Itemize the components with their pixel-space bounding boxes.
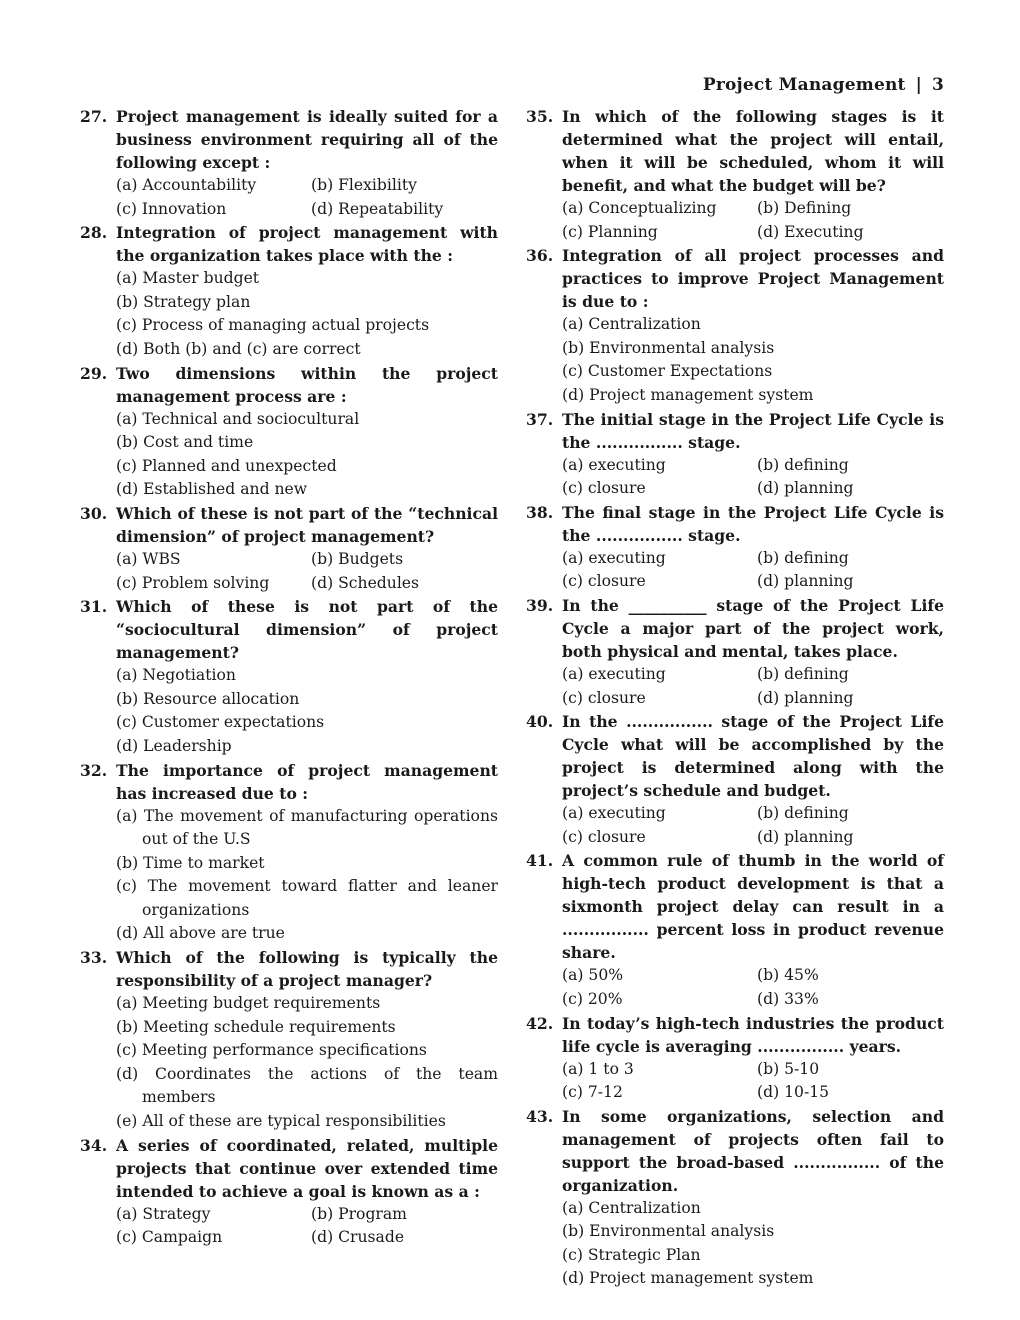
- question-number: 42.: [526, 1013, 554, 1033]
- answer-option: (b) 45%: [757, 966, 819, 985]
- header-title: Project Management: [702, 75, 906, 95]
- question-number: 39.: [526, 595, 554, 615]
- question-text: The final stage in the Project Life Cycle is the ................ stage.: [562, 502, 944, 545]
- answer-option: (a) executing: [562, 548, 666, 567]
- question-28: [80, 221, 498, 361]
- answer-option: (b) 5-10: [757, 1059, 820, 1078]
- answer-options: [562, 964, 944, 1011]
- question-text: The importance of project management has increased due to :: [116, 760, 498, 803]
- answer-option: (d) Both (b) and (c) are correct: [116, 339, 361, 358]
- question-33: [80, 946, 498, 1134]
- answer-option: (b) Budgets: [311, 549, 404, 568]
- answer-option: (a) Centralization: [562, 1198, 701, 1217]
- answer-option: (a) Technical and sociocultural: [116, 409, 360, 428]
- question-stem: [80, 595, 498, 664]
- answer-option: (c) Customer Expectations: [562, 362, 773, 381]
- question-number: 36.: [526, 246, 554, 266]
- answer-option: (a) executing: [562, 804, 666, 823]
- question-text: Integration of all project processes and practices to improve Project Management is due to :: [562, 246, 944, 312]
- answer-options: [562, 1197, 944, 1291]
- question-text: A common rule of thumb in the world of high-tech product development is that a sixmonth project delay can result in a ................ percent loss in product revenue share.: [562, 851, 944, 963]
- answer-option: (b) Meeting schedule requirements: [116, 1017, 396, 1036]
- answer-option: (d) Project management system: [562, 1269, 814, 1288]
- answer-option: (c) closure: [562, 688, 646, 707]
- question-number: 28.: [80, 223, 108, 243]
- question-number: 38.: [526, 502, 554, 522]
- question-38: [526, 501, 944, 594]
- answer-option: (d) Coordinates the actions of the team members: [116, 1064, 498, 1107]
- answer-option: (c) Process of managing actual projects: [116, 316, 430, 335]
- answer-options: [562, 197, 944, 244]
- answer-options: [562, 1058, 944, 1105]
- answer-option: (b) Cost and time: [116, 433, 254, 452]
- answer-option: (c) 7-12: [562, 1083, 623, 1102]
- answer-option: (c) Meeting performance specifications: [116, 1041, 427, 1060]
- answer-options: [116, 1203, 498, 1250]
- answer-option: (d) Schedules: [311, 573, 420, 592]
- question-number: 35.: [526, 107, 554, 126]
- answer-option: (b) Defining: [757, 199, 852, 217]
- question-number: 29.: [80, 363, 108, 383]
- question-text: In the __________ stage of the Project Life Cycle a major part of the project work, both physical and mental, takes place.: [562, 595, 944, 661]
- answer-option: (a) executing: [562, 455, 666, 474]
- answer-option: (d) All above are true: [116, 924, 285, 943]
- question-number: 41.: [526, 851, 554, 871]
- answer-option: (c) Campaign: [116, 1228, 223, 1247]
- question-stem: [526, 105, 944, 197]
- answer-option: (c) Strategic Plan: [562, 1245, 701, 1264]
- question-text: Integration of project management with the organization takes place with the :: [116, 223, 498, 266]
- answer-option: (b) defining: [757, 455, 849, 474]
- answer-options: [116, 548, 498, 595]
- answer-option: (c) 20%: [562, 989, 623, 1008]
- answer-options: [116, 408, 498, 502]
- answer-options: [562, 454, 944, 501]
- question-43: [526, 1105, 944, 1291]
- question-stem: [526, 244, 944, 313]
- question-stem: [80, 221, 498, 267]
- question-stem: [526, 849, 944, 964]
- answer-option: (d) Leadership: [116, 736, 232, 755]
- question-35: [526, 105, 944, 244]
- question-text: Which of the following is typically the responsibility of a project manager?: [116, 948, 498, 991]
- question-text: In which of the following stages is it determined what the project will entail, when it will be scheduled, whom it will benefit, and what the budget will be?: [562, 107, 944, 195]
- page-header: [703, 75, 944, 95]
- answer-option: (a) WBS: [116, 549, 181, 568]
- question-41: [526, 849, 944, 1011]
- question-stem: [526, 1105, 944, 1197]
- answer-option: (b) defining: [757, 804, 849, 823]
- answer-option: (d) Project management system: [562, 385, 814, 404]
- question-36: [526, 244, 944, 407]
- question-number: 34.: [80, 1135, 108, 1155]
- answer-option: (a) Conceptualizing: [562, 199, 717, 217]
- question-stem: [80, 502, 498, 548]
- answer-option: (d) planning: [757, 572, 854, 591]
- question-number: 40.: [526, 712, 554, 732]
- answer-option: (c) Innovation: [116, 199, 227, 218]
- answer-option: (b) Time to market: [116, 853, 265, 872]
- answer-option: (c) Customer expectations: [116, 713, 325, 732]
- question-stem: [80, 362, 498, 408]
- answer-option: (a) Master budget: [116, 269, 260, 288]
- answer-option: (c) Planned and unexpected: [116, 456, 337, 475]
- question-text: Project management is ideally suited for a business environment requiring all of the following except :: [116, 107, 498, 172]
- question-text: The initial stage in the Project Life Cycle is the ................ stage.: [562, 409, 944, 452]
- question-number: 37.: [526, 409, 554, 429]
- answer-option: (d) 10-15: [757, 1083, 830, 1102]
- question-stem: [526, 501, 944, 547]
- answer-option: (d) Crusade: [311, 1228, 405, 1247]
- answer-options: [116, 267, 498, 361]
- answer-option: (b) defining: [757, 664, 849, 683]
- question-stem: [526, 594, 944, 663]
- answer-option: (a) 1 to 3: [562, 1059, 634, 1078]
- question-number: 32.: [80, 760, 108, 780]
- answer-options: [562, 547, 944, 594]
- question-stem: [80, 105, 498, 174]
- answer-option: (c) closure: [562, 827, 646, 846]
- answer-option: (b) Environmental analysis: [562, 338, 775, 357]
- answer-option: (a) The movement of manufacturing operations out of the U.S: [116, 806, 498, 849]
- answer-option: (c) closure: [562, 479, 646, 498]
- answer-options: [116, 664, 498, 758]
- question-42: [526, 1012, 944, 1105]
- question-number: 27.: [80, 107, 108, 126]
- answer-option: (d) Repeatability: [311, 199, 444, 218]
- question-34: [80, 1134, 498, 1250]
- answer-option: (a) Centralization: [562, 315, 701, 334]
- answer-option: (d) planning: [757, 479, 854, 498]
- question-text: Two dimensions within the project management process are :: [116, 363, 498, 406]
- question-text: In today’s high-tech industries the product life cycle is averaging ................ years.: [562, 1013, 944, 1056]
- question-text: Which of these is not part of the “sociocultural dimension” of project management?: [116, 597, 498, 663]
- question-31: [80, 595, 498, 758]
- answer-option: (a) Strategy: [116, 1204, 211, 1223]
- answer-option: (b) Strategy plan: [116, 292, 251, 311]
- answer-options: [116, 805, 498, 947]
- header-separator: |: [915, 75, 922, 95]
- question-37: [526, 408, 944, 501]
- answer-options: [562, 802, 944, 849]
- answer-option: (a) Meeting budget requirements: [116, 994, 381, 1013]
- question-number: 31.: [80, 597, 108, 617]
- question-stem: [80, 1134, 498, 1203]
- answer-option: (a) Accountability: [116, 176, 257, 194]
- question-text: A series of coordinated, related, multiple projects that continue over extended time intended to achieve a goal is known as a :: [116, 1135, 498, 1201]
- answer-option: (c) Planning: [562, 222, 658, 241]
- question-stem: [526, 408, 944, 454]
- answer-option: (a) 50%: [562, 966, 624, 985]
- answer-option: (d) Established and new: [116, 480, 308, 499]
- question-stem: [80, 946, 498, 992]
- question-40: [526, 710, 944, 849]
- question-stem: [526, 710, 944, 802]
- page-number: 3: [931, 75, 944, 95]
- question-27: [80, 105, 498, 221]
- answer-options: [562, 313, 944, 407]
- answer-options: [116, 992, 498, 1134]
- answer-option: (d) 33%: [757, 989, 819, 1008]
- answer-option: (b) Flexibility: [311, 176, 417, 194]
- answer-options: [562, 663, 944, 710]
- question-text: Which of these is not part of the “technical dimension” of project management?: [116, 503, 498, 546]
- question-39: [526, 594, 944, 710]
- answer-options: [116, 174, 498, 221]
- question-number: 30.: [80, 503, 108, 523]
- left-column: [80, 105, 498, 1250]
- question-stem: [526, 1012, 944, 1058]
- answer-option: (a) executing: [562, 664, 666, 683]
- answer-option: (c) closure: [562, 572, 646, 591]
- answer-option: (d) planning: [757, 827, 854, 846]
- question-32: [80, 759, 498, 947]
- answer-option: (d) planning: [757, 688, 854, 707]
- answer-option: (a) Negotiation: [116, 666, 236, 685]
- question-number: 33.: [80, 948, 108, 968]
- answer-option: (d) Executing: [757, 222, 864, 241]
- question-text: In some organizations, selection and management of projects often fail to support the broad-based ................ of the organization.: [562, 1106, 944, 1195]
- question-30: [80, 502, 498, 595]
- question-stem: [80, 759, 498, 805]
- answer-option: (c) Problem solving: [116, 573, 270, 592]
- answer-option: (b) Program: [311, 1204, 407, 1223]
- answer-option: (b) Resource allocation: [116, 689, 300, 708]
- question-29: [80, 362, 498, 502]
- right-column: [526, 105, 944, 1291]
- question-text: In the ................ stage of the Project Life Cycle what will be accomplished by the project is determined along with the project’s schedule and budget.: [562, 712, 944, 801]
- answer-option: (c) The movement toward flatter and leaner organizations: [116, 877, 498, 919]
- answer-option: (b) defining: [757, 548, 849, 567]
- answer-option: (e) All of these are typical responsibilities: [116, 1112, 446, 1131]
- answer-option: (b) Environmental analysis: [562, 1222, 775, 1241]
- question-number: 43.: [526, 1106, 554, 1126]
